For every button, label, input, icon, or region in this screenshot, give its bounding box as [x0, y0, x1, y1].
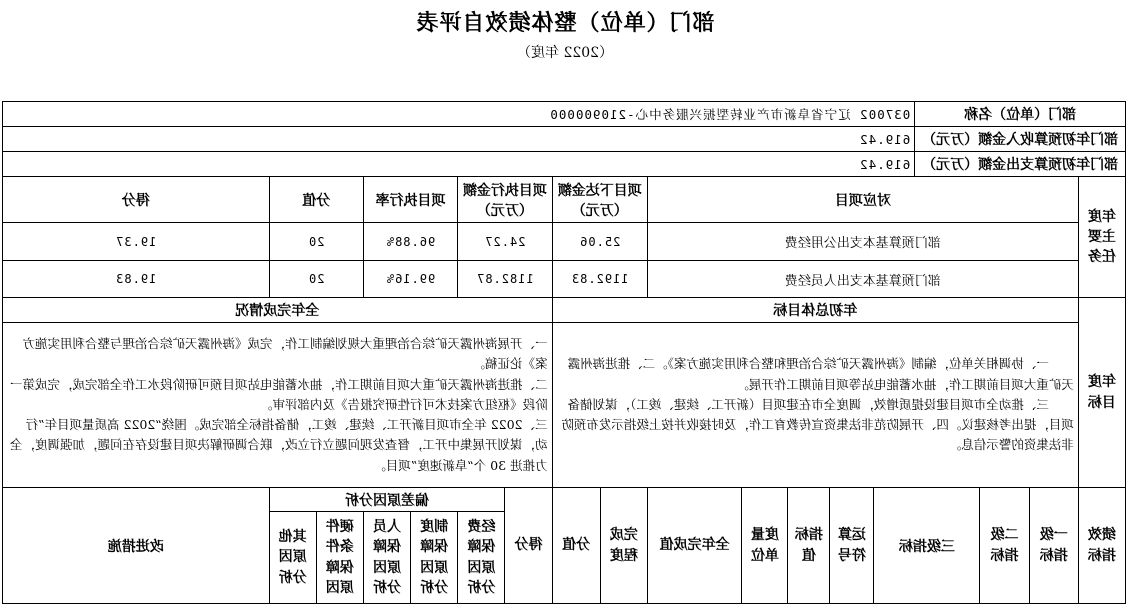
- tasks-header-row: [3, 177, 1126, 223]
- task-weight-cell: 20: [269, 223, 363, 261]
- tasks-rate-header: 项目执行率: [363, 177, 457, 223]
- funding-reason-header: 经费保障原因分析: [458, 512, 505, 604]
- completion-header: 全年完成情况: [3, 298, 553, 323]
- goal-header: 年初总体目标: [552, 298, 1078, 323]
- budget-income-row: [3, 127, 1126, 152]
- level1-header: 一级指标: [1029, 488, 1078, 604]
- tasks-executed-header: 项目执行金额（万元）: [458, 177, 552, 223]
- tasks-score-header: 得分: [3, 177, 270, 223]
- evaluation-table: [2, 101, 1126, 604]
- progress-header: 完成程度: [600, 488, 647, 604]
- completion-paragraph: 三、2022 年全市项目新开工、续建、竣工，储备指标全部完成。围绕“2022 高质量项目年”行动，谋划开展集中开工，督查发现问题立行立改，联合调研解决项目建设存在问题，加强调度，全力推进 30 个“阜新速度”项目。: [10, 417, 548, 473]
- dept-name-value: 037002 辽宁省阜新市产业转型振兴服务中心-210900000: [3, 102, 915, 127]
- tasks-issued-header: 项目下达金额（万元）: [552, 177, 647, 223]
- completion-paragraph: 一、开展海州露天矿综合治理重大规划编制工作，完成《海州露天矿综合治理与整合利用实施方案》论证稿。: [22, 336, 548, 372]
- budget-expense-row: [3, 152, 1126, 177]
- level3-header: 三级指标: [874, 488, 980, 604]
- task-weight-cell: 20: [269, 261, 363, 298]
- goal-text-cell: [552, 323, 1078, 488]
- task-rate-cell: 96.88%: [363, 223, 457, 261]
- target-value-header: 指标值: [788, 488, 830, 604]
- budget-income-label: 部门年初预算收入金额（万元）: [915, 127, 1126, 152]
- goals-header-row: [3, 298, 1126, 323]
- hardware-reason-header: 硬件条件保障原因: [316, 512, 363, 604]
- system-reason-header: 制度保障原因分析: [411, 512, 458, 604]
- staff-reason-header: 人员保障原因分析: [363, 512, 410, 604]
- other-reason-header: 其他原因分析: [269, 512, 316, 604]
- ind-score-header: 得分: [505, 488, 552, 604]
- tasks-project-header: 对应项目: [647, 177, 1078, 223]
- goal-paragraph: 一、协调相关单位，编制《海州露天矿综合治理和整合利用实施方案》。二、推进海州露天矿重大项目前期工作，抽水蓄能电站等项目前期工作开展。: [567, 356, 1074, 392]
- task-project-cell: 部门预算基本支出公用经费: [647, 223, 1078, 261]
- goals-side-label: [1078, 298, 1125, 488]
- actual-value-header: 全年完成值: [647, 488, 741, 604]
- budget-income-value: 619.42: [3, 127, 915, 152]
- budget-expense-value: 619.42: [3, 152, 915, 177]
- task-score-cell: 19.37: [3, 223, 270, 261]
- table-row: [3, 223, 1126, 261]
- tasks-side-label: [1078, 177, 1125, 298]
- ind-weight-header: 分值: [552, 488, 600, 604]
- goals-content-row: [3, 323, 1126, 488]
- task-score-cell: 19.83: [3, 261, 270, 298]
- level2-header: 二级指标: [980, 488, 1029, 604]
- dept-name-row: [3, 102, 1126, 127]
- task-project-cell: 部门预算基本支出人员经费: [647, 261, 1078, 298]
- perf-indicator-header: 绩效指标: [1078, 488, 1125, 604]
- task-executed-cell: 24.27: [458, 223, 552, 261]
- task-issued-cell: 1192.83: [552, 261, 647, 298]
- indicators-header-row: [3, 488, 1126, 512]
- task-rate-cell: 99.16%: [363, 261, 457, 298]
- unit-header: 度量单位: [742, 488, 788, 604]
- completion-text-cell: [3, 323, 553, 488]
- table-row: [3, 261, 1126, 298]
- improvement-header: 改进措施: [3, 488, 270, 604]
- page-subtitle: （2022 年度）: [516, 45, 614, 61]
- deviation-header: 偏差原因分析: [269, 488, 505, 512]
- completion-paragraph: 二、推进海州露天矿重大项目前期工作，抽水蓄能电站项目预可研阶段水工作全部完成，完成第一阶段《枢纽方案技术可行性研究报告》及内部评审。: [10, 376, 548, 412]
- goals-side-text: 年度目标: [1087, 374, 1116, 411]
- dept-name-label: 部门（单位）名称: [915, 102, 1126, 127]
- budget-expense-label: 部门年初预算支出金额（万元）: [915, 152, 1126, 177]
- tasks-weight-header: 分值: [269, 177, 363, 223]
- goal-paragraph: 三、推动全市项目建设提质增效，调度全市在建项目（新开工、续建、竣工），谋划储备项目，提出考核建议。四、开展防范非法集资宣传教育工作，及时接收并按上级指示发布预防非法集资的警示信息。: [561, 396, 1074, 453]
- tasks-side-text: 年度主要任务: [1087, 208, 1116, 266]
- task-executed-cell: 1182.87: [458, 261, 552, 298]
- task-issued-cell: 25.06: [552, 223, 647, 261]
- page-title: 部门（单位）整体绩效自评表: [415, 11, 715, 36]
- operator-header: 运算符号: [830, 488, 874, 604]
